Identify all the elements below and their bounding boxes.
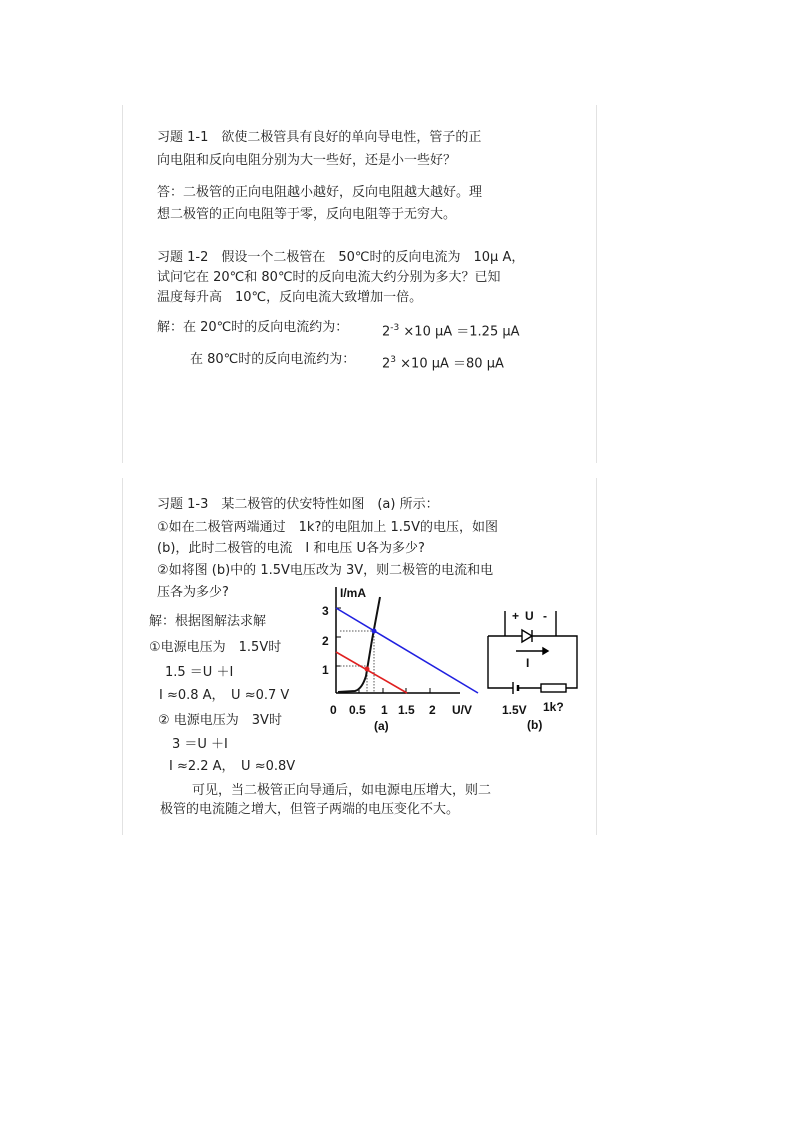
question-1-1: 向电阻和反向电阻分别为大一些好，还是小一些好？	[157, 153, 457, 168]
svg-text:-: -	[543, 609, 547, 623]
operating-point-1	[365, 667, 370, 672]
solution-expr: $2^{-3} \times 10$ μA ＝1.25 μA	[382, 323, 520, 340]
operating-point-2	[372, 629, 377, 634]
svg-text:(b): (b)	[527, 718, 543, 732]
y-axis-label: I/mA	[340, 586, 367, 600]
x-axis-label: U/V	[452, 703, 473, 717]
question-1-3: 习题 1-3 某二极管的伏安特性如图 (a) 所示：	[157, 497, 439, 512]
guide-1-5V	[340, 666, 367, 693]
y-tick-label: 3	[322, 604, 329, 618]
figure-caption: (a)	[374, 719, 389, 733]
x-tick-label: 0.5	[349, 703, 366, 717]
question-1-2: 温度每升高 10℃，反向电流大致增加一倍。	[157, 290, 423, 305]
resistor-icon	[541, 684, 566, 692]
x-tick-label: 2	[429, 703, 436, 717]
conclusion: 极管的电流随之增大，但管子两端的电压变化不大。	[160, 802, 460, 817]
solution-line: 解：根据图解法求解	[149, 614, 267, 629]
question-1-3: ①如在二极管两端通过 1k?的电阻加上 1.5V的电压，如图	[157, 520, 499, 535]
iv-graph	[322, 586, 478, 733]
answer-1-1: 答：二极管的正向电阻越小越好，反向电阻越大越好。理	[157, 185, 483, 200]
svg-text:1.5V: 1.5V	[502, 703, 527, 717]
solution-line: 3 ＝U ＋I	[172, 737, 228, 752]
solution-label: 在 80℃时的反向电流约为：	[190, 352, 356, 367]
solution-line: ② 电源电压为 3V时	[158, 713, 282, 728]
question-1-2: 习题 1-2 假设一个二极管在 50℃时的反向电流为 10μ A，	[157, 250, 525, 265]
solution-expr: $2^3 \times 10$ μA ＝80 μA	[382, 355, 504, 372]
load-line-3V	[336, 608, 478, 693]
x-tick-label: 1.5	[398, 703, 415, 717]
circuit-diagram	[488, 611, 577, 694]
x-tick-label: 1	[381, 703, 388, 717]
question-1-3: ②如将图 (b)中的 1.5V电压改为 3V，则二极管的电流和电	[157, 563, 494, 578]
svg-text:1k?: 1k?	[543, 700, 564, 714]
question-1-3: (b)，此时二极管的电流 I 和电压 U各为多少?	[157, 541, 425, 556]
solution-line: I ≈0.8 A， U ≈0.7 V	[159, 688, 290, 703]
load-line-1-5V	[336, 652, 407, 693]
y-tick-label: 1	[322, 663, 329, 677]
question-1-2: 试问它在 20℃和 80℃时的反向电流大约分别为多大？已知	[157, 270, 501, 285]
solution-line: 1.5 ＝U ＋I	[165, 665, 234, 680]
svg-text:U: U	[525, 609, 534, 623]
solution-line: I ≈2.2 A， U ≈0.8V	[169, 759, 296, 774]
svg-text:I: I	[526, 656, 530, 670]
solution-label: 解：在 20℃时的反向电流约为：	[157, 320, 349, 335]
conclusion: 可见，当二极管正向导通后，如电源电压增大，则二	[192, 783, 492, 798]
diode-curve	[338, 597, 380, 692]
answer-1-1: 想二极管的正向电阻等于零，反向电阻等于无穷大。	[157, 207, 457, 222]
solution-line: ①电源电压为 1.5V时	[149, 640, 282, 655]
y-tick-label: 2	[322, 634, 329, 648]
svg-text:+: +	[512, 609, 520, 623]
diode-icon	[522, 630, 532, 642]
arrow-icon	[543, 648, 548, 654]
x-tick-label: 0	[330, 703, 337, 717]
question-1-1: 习题 1-1 欲使二极管具有良好的单向导电性，管子的正	[157, 130, 482, 145]
question-1-3: 压各为多少?	[157, 585, 229, 600]
